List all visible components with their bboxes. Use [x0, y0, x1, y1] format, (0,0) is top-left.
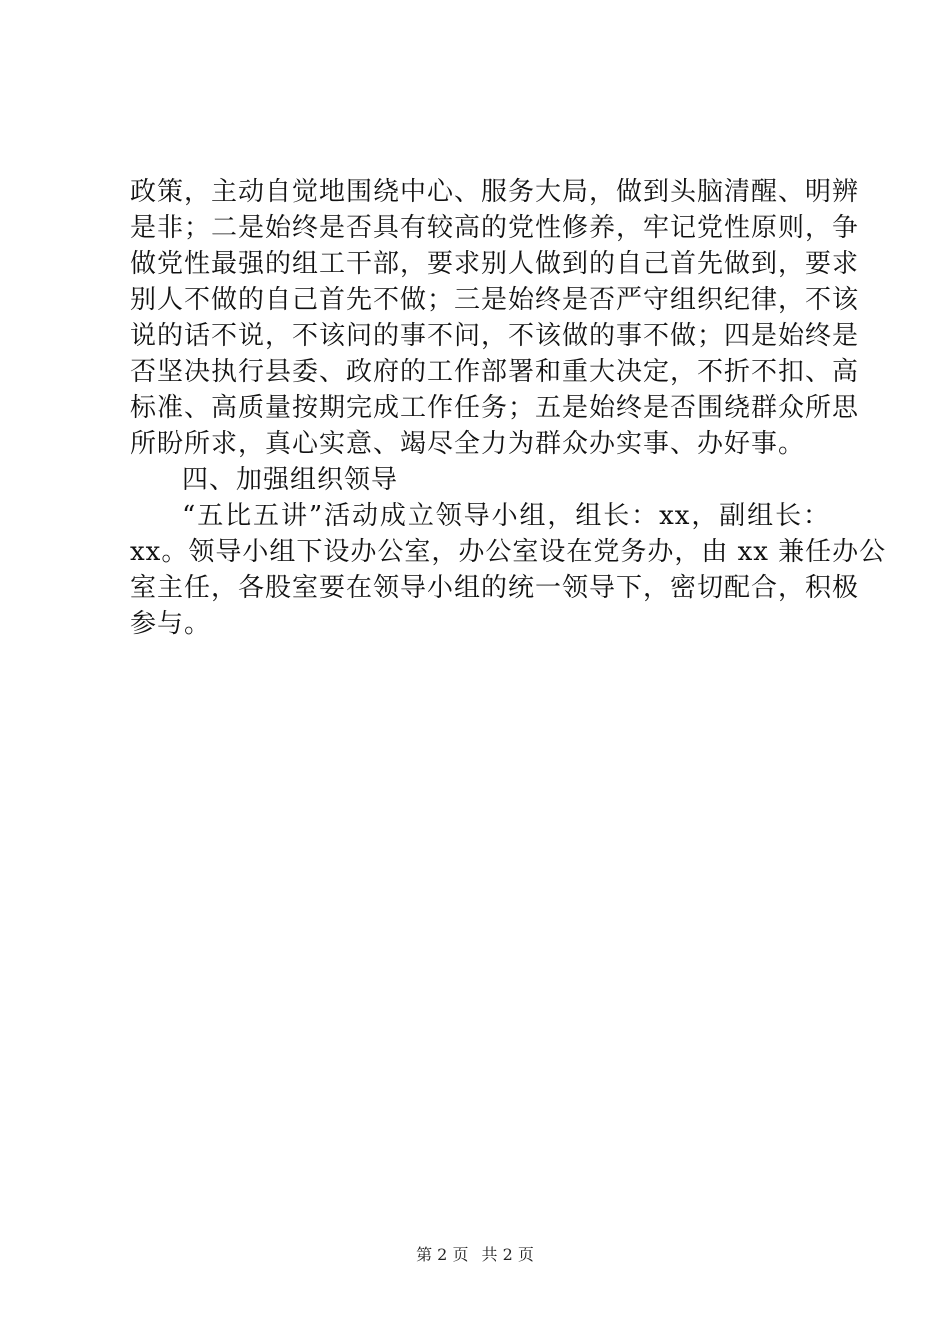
paragraph-line: 否坚决执行县委、政府的工作部署和重大决定，不折不扣、高	[130, 357, 860, 387]
page-total: 共 2 页	[481, 1245, 534, 1264]
paragraph-line: xx。领导小组下设办公室，办公室设在党务办，由 xx 兼任办公	[130, 537, 887, 567]
paragraph-line: 所盼所求，真心实意、竭尽全力为群众办实事、办好事。	[130, 429, 806, 459]
paragraph-line: 说的话不说，不该问的事不问，不该做的事不做；四是始终是	[130, 321, 860, 351]
page-number: 第 2 页	[416, 1245, 469, 1264]
document-body	[130, 174, 887, 642]
section-heading: 四、加强组织领导	[182, 465, 399, 495]
paragraph-line: 标准、高质量按期完成工作任务；五是始终是否围绕群众所思	[130, 393, 860, 423]
paragraph-line: 政策，主动自觉地围绕中心、服务大局，做到头脑清醒、明辨	[130, 177, 860, 207]
paragraph-line: 是非；二是始终是否具有较高的党性修养，牢记党性原则，争	[130, 213, 860, 243]
page-footer	[0, 1244, 950, 1266]
paragraph-line: 做党性最强的组工干部，要求别人做到的自己首先做到，要求	[130, 249, 860, 279]
paragraph-line: 别人不做的自己首先不做；三是始终是否严守组织纪律，不该	[130, 285, 860, 315]
paragraph-line: 室主任，各股室要在领导小组的统一领导下，密切配合，积极	[130, 573, 860, 603]
paragraph-line: 参与。	[130, 609, 212, 639]
paragraph-line: “五比五讲”活动成立领导小组，组长：xx，副组长：	[182, 501, 830, 531]
